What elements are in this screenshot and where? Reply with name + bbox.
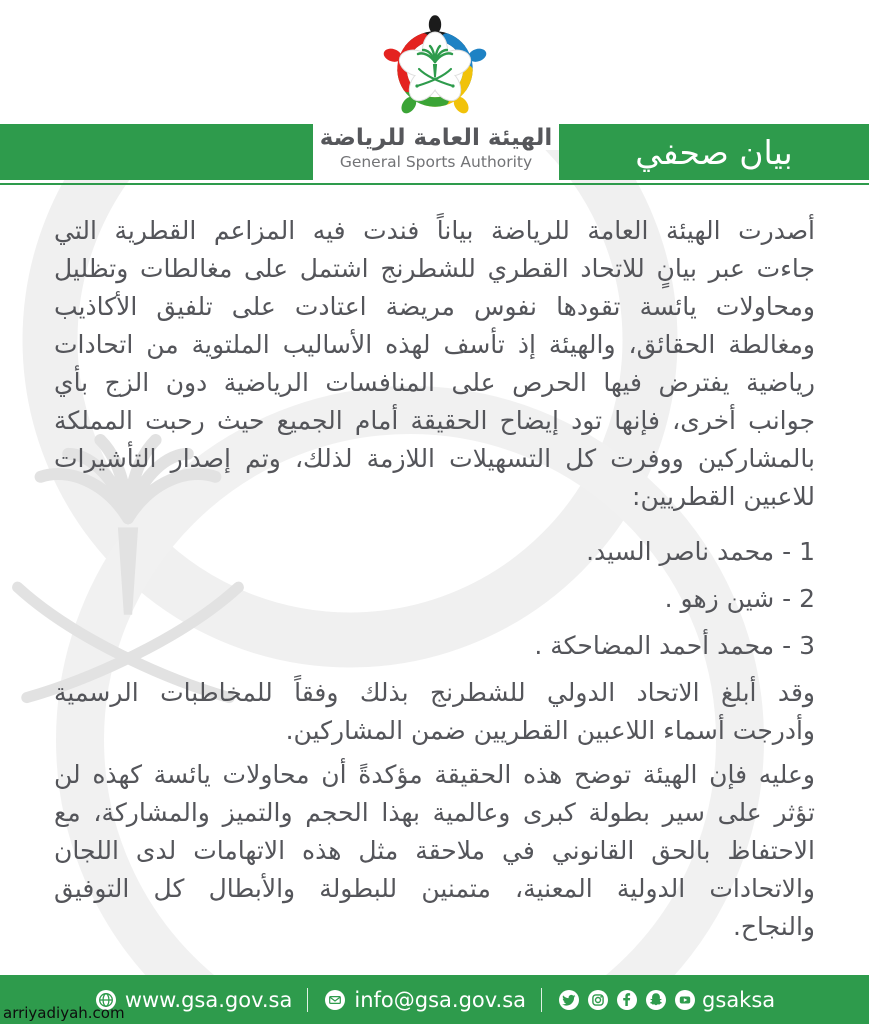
org-name-arabic: الهيئة العامة للرياضة [319,125,553,151]
footer-divider [307,988,308,1012]
paragraph-1 [54,212,815,516]
email-link[interactable]: info@gsa.gov.sa [354,987,527,1012]
text-line: رياضية يفترض فيها الحرص على المنافسات الرياضية دون الزج بأي [54,368,815,397]
players-list [54,528,815,669]
envelope-icon [323,988,347,1012]
gsa-logo [373,5,497,123]
list-item: 3 - محمد أحمد المضاحكة . [534,631,815,660]
text-line: وعليه فإن الهيئة توضح هذه الحقيقة مؤكدةً أن محاولات يائسة كهذه لن [54,760,815,789]
footer-bar [0,975,869,1024]
social-handle[interactable]: gsaksa [702,987,776,1012]
facebook-icon[interactable] [615,988,639,1012]
paragraph-2 [54,674,815,750]
statement-body [54,0,815,946]
list-item: 2 - شين زهو . [664,584,815,613]
text-line: ومغالطة الحقائق، والهيئة إذ تأسف لهذه الأساليب الملتوية من اتحادات [54,330,815,359]
text-line: جوانب أخرى، فإنها تود إيضاح الحقيقة أمام الجميع حيث رحبت المملكة [54,406,815,435]
twitter-icon[interactable] [557,988,581,1012]
footer-divider [541,988,542,1012]
paragraph-3 [54,756,815,946]
text-line: ومحاولات يائسة تقودها نفوس مريضة اعتادت على تلفيق الأكاذيب [54,292,815,321]
org-name-english: General Sports Authority [339,153,533,171]
list-item: 1 - محمد ناصر السيد. [586,537,815,566]
text-line: وأدرجت أسماء اللاعبين القطريين ضمن المشاركين. [285,716,815,745]
text-line: أصدرت الهيئة العامة للرياضة بياناً فندت فيه المزاعم القطرية التي [54,216,815,245]
text-line: الاحتفاظ بالحق القانوني في ملاحقة مثل هذه الاتهامات لدى اللجان [54,836,815,865]
email-group [323,988,526,1012]
website-link[interactable]: www.gsa.gov.sa [124,987,293,1012]
snapchat-icon[interactable] [644,988,668,1012]
press-release-title: بيان صحفي [635,132,793,172]
source-credit: arriyadiyah.com [3,1004,125,1022]
social-icons [557,988,775,1012]
youtube-icon[interactable] [673,988,697,1012]
text-line: للاعبين القطريين: [632,482,815,511]
text-line: والنجاح. [732,912,815,941]
text-line: جاءت عبر بيانٍ للاتحاد القطري للشطرنج اشتمل على مغالطات وتظليل [54,254,815,283]
instagram-icon[interactable] [586,988,610,1012]
text-line: والاتحادات الدولية المعنية، متمنين للبطولة والأبطال كل التوفيق [54,874,815,903]
text-line: بالمشاركين ووفرت كل التسهيلات اللازمة لذلك، وتم إصدار التأشيرات [54,444,815,473]
text-line: تؤثر على سير بطولة كبرى وعالمية بهذا الحجم والتميز والمشاركة، مع [54,798,815,827]
text-line: وقد أبلغ الاتحاد الدولي للشطرنج بذلك وفقاً للمخاطبات الرسمية [54,678,815,707]
